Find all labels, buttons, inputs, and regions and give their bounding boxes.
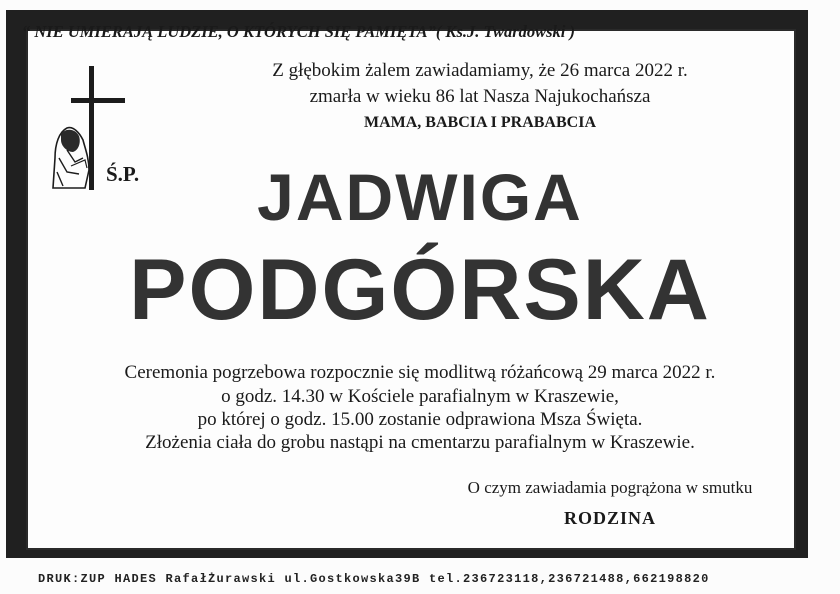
family-signature: RODZINA [563, 508, 656, 528]
notify-line: O czym zawiadamia pogrążona w smutku [467, 478, 753, 497]
intro-line-2: zmarła w wieku 86 lat Nasza Najukochańsza [309, 86, 651, 107]
quote: “ NIE UMIERAJĄ LUDZIE, O KTÓRYCH SIĘ PAMIĘTA”( Ks.J. Twardowski ) [22, 22, 576, 41]
relation-line: MAMA, BABCIA I PRABABCIA [363, 114, 596, 131]
ceremony-line-3: po której o godz. 15.00 zostanie odprawiona Msza Święta. [197, 409, 643, 430]
first-name: JADWIGA [257, 160, 583, 234]
intro-line-1: Z głębokim żalem zawiadamiamy, że 26 marca 2022 r. [272, 60, 688, 81]
last-name: PODGÓRSKA [129, 242, 711, 338]
sp-label: Ś.P. [106, 162, 140, 186]
ceremony-line-4: Złożenia ciała do grobu nastąpi na cmentarzu parafialnym w Kraszewie. [145, 432, 695, 453]
ceremony-line-1: Ceremonia pogrzebowa rozpocznie się modlitwą różańcową 29 marca 2022 r. [124, 362, 716, 383]
ceremony-line-2: o godz. 14.30 w Kościele parafialnym w Kraszewie, [221, 386, 619, 407]
printer-footer: DRUK:ZUP HADES RafałŻurawski ul.Gostkowska39B tel.236723118,236721488,662198820 [38, 572, 710, 586]
